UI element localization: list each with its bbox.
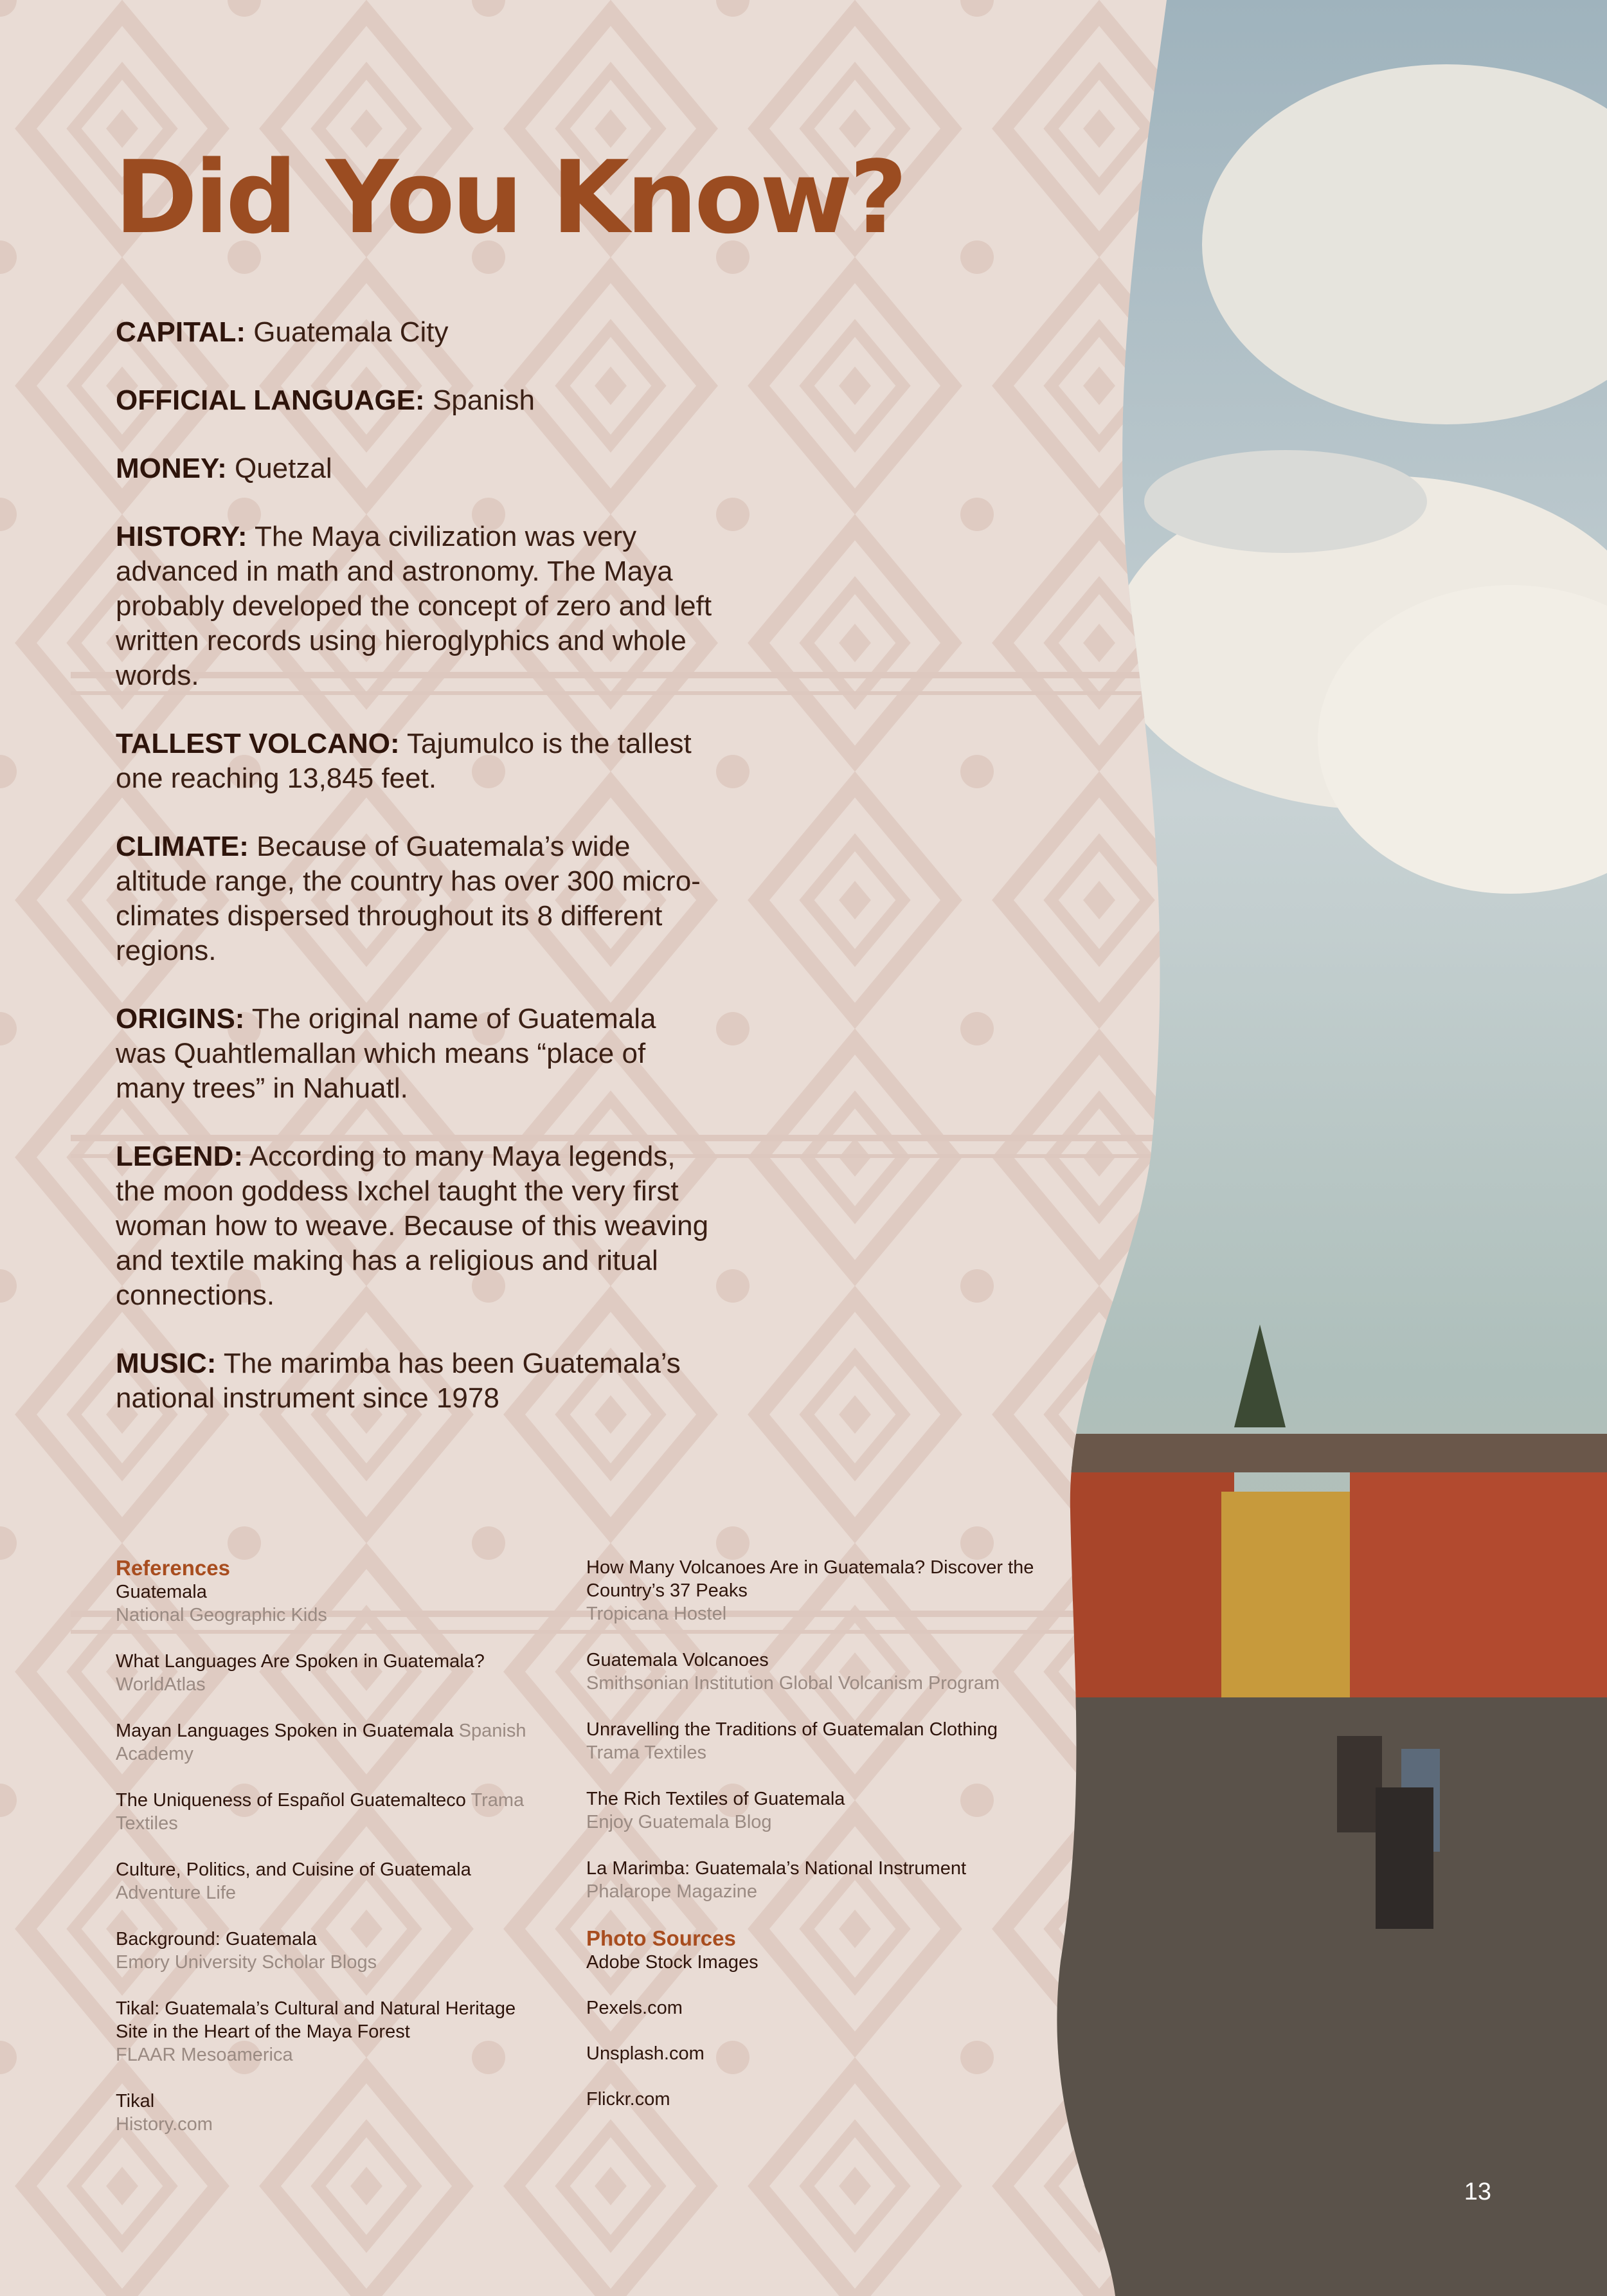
fact-money bbox=[116, 451, 714, 486]
reference-title: Culture, Politics, and Cuisine of Guatemala bbox=[116, 1859, 471, 1880]
fact-music bbox=[116, 1346, 714, 1416]
reference-item bbox=[116, 2090, 553, 2136]
fact-label: LEGEND: bbox=[116, 1141, 243, 1172]
reference-source: Trama Textiles bbox=[116, 1790, 525, 1834]
reference-item bbox=[586, 1787, 1036, 1834]
reference-title: Tikal bbox=[116, 2091, 155, 2111]
reference-source: WorldAtlas bbox=[116, 1674, 206, 1695]
reference-source: Enjoy Guatemala Blog bbox=[586, 1812, 772, 1832]
fact-capital bbox=[116, 315, 714, 350]
page-title: Did You Know? bbox=[114, 139, 904, 256]
fact-label: CLIMATE: bbox=[116, 831, 249, 862]
reference-title: The Uniqueness of Español Guatemalteco bbox=[116, 1790, 466, 1811]
reference-item bbox=[116, 1580, 553, 1627]
reference-source: History.com bbox=[116, 2114, 213, 2135]
fact-text: Guatemala City bbox=[253, 316, 449, 348]
photo-sources-heading: Photo Sources bbox=[586, 1926, 736, 1950]
reference-title: Unravelling the Traditions of Guatemalan Clothing bbox=[586, 1719, 998, 1740]
fact-history bbox=[116, 520, 714, 693]
reference-title: Tikal: Guatemala’s Cultural and Natural Heritage Site in the Heart of the Maya Forest bbox=[116, 1998, 516, 2042]
fact-text: Quetzal bbox=[234, 453, 332, 484]
reference-source: Adventure Life bbox=[116, 1883, 237, 1903]
reference-source: Trama Textiles bbox=[586, 1742, 706, 1763]
references-right-column bbox=[586, 1556, 1036, 2133]
fact-label: CAPITAL: bbox=[116, 316, 246, 348]
reference-title: Guatemala bbox=[116, 1582, 207, 1602]
fact-label: ORIGINS: bbox=[116, 1003, 245, 1035]
reference-title: How Many Volcanoes Are in Guatemala? Discover the Country’s 37 Peaks bbox=[586, 1557, 1034, 1601]
page-number: 13 bbox=[1464, 2178, 1491, 2205]
fact-tallest-volcano bbox=[116, 727, 714, 796]
reference-item bbox=[116, 1650, 553, 1696]
reference-source: Smithsonian Institution Global Volcanism Program bbox=[586, 1673, 1000, 1694]
reference-title: Mayan Languages Spoken in Guatemala bbox=[116, 1721, 454, 1741]
fact-origins bbox=[116, 1002, 714, 1106]
reference-source: FLAAR Mesoamerica bbox=[116, 2045, 293, 2065]
fact-text: Tajumulco is the tallest one reaching 13,845 feet. bbox=[116, 728, 692, 794]
reference-title: The Rich Textiles of Guatemala bbox=[586, 1789, 845, 1809]
reference-source: Tropicana Hostel bbox=[586, 1604, 727, 1624]
fact-label: MUSIC: bbox=[116, 1348, 217, 1379]
photo-source-item: Adobe Stock Images bbox=[586, 1952, 759, 1973]
reference-item bbox=[116, 1719, 553, 1766]
photo-source-item: Pexels.com bbox=[586, 1998, 683, 2018]
reference-title: What Languages Are Spoken in Guatemala? bbox=[116, 1651, 485, 1672]
references-left-column bbox=[116, 1556, 553, 2159]
fact-label: TALLEST VOLCANO: bbox=[116, 728, 400, 759]
facts-list bbox=[116, 315, 714, 1449]
fact-legend bbox=[116, 1139, 714, 1313]
reference-source: Spanish Academy bbox=[116, 1721, 526, 1764]
fact-label: MONEY: bbox=[116, 453, 227, 484]
photo-source-item: Unsplash.com bbox=[586, 2043, 705, 2064]
reference-item bbox=[116, 1858, 553, 1904]
fact-label: HISTORY: bbox=[116, 521, 247, 552]
fact-text: According to many Maya legends, the moon goddess Ixchel taught the very first woman how to weave. Because of this weaving and textile making has a religious and ritual connections. bbox=[116, 1141, 709, 1311]
reference-item bbox=[586, 1649, 1036, 1695]
fact-text: The original name of Guatemala was Quahtlemallan which means “place of many trees” in Nahuatl. bbox=[116, 1003, 656, 1104]
reference-item bbox=[116, 1789, 553, 1835]
reference-title: Guatemala Volcanoes bbox=[586, 1650, 769, 1670]
references-heading: References bbox=[116, 1556, 230, 1580]
fact-text: The marimba has been Guatemala’s national instrument since 1978 bbox=[116, 1348, 681, 1414]
reference-item bbox=[586, 1857, 1036, 1903]
reference-item bbox=[116, 1928, 553, 1974]
fact-text: Because of Guatemala’s wide altitude range, the country has over 300 micro-climates dispersed throughout its 8 different regions. bbox=[116, 831, 701, 966]
fact-official-language bbox=[116, 383, 714, 418]
fact-text: Spanish bbox=[432, 384, 535, 416]
reference-source: Phalarope Magazine bbox=[586, 1881, 758, 1902]
reference-source: Emory University Scholar Blogs bbox=[116, 1952, 377, 1973]
fact-text: The Maya civilization was very advanced in math and astronomy. The Maya probably developed the concept of zero and left written records using hieroglyphics and whole words. bbox=[116, 521, 712, 691]
reference-source: National Geographic Kids bbox=[116, 1605, 327, 1625]
reference-item bbox=[116, 1997, 553, 2066]
fact-label: OFFICIAL LANGUAGE: bbox=[116, 384, 425, 416]
reference-item bbox=[586, 1718, 1036, 1764]
fact-climate bbox=[116, 829, 714, 968]
reference-item bbox=[586, 1556, 1036, 1625]
reference-title: La Marimba: Guatemala’s National Instrument bbox=[586, 1858, 967, 1879]
photo-source-item: Flickr.com bbox=[586, 2089, 670, 2110]
reference-title: Background: Guatemala bbox=[116, 1929, 317, 1949]
